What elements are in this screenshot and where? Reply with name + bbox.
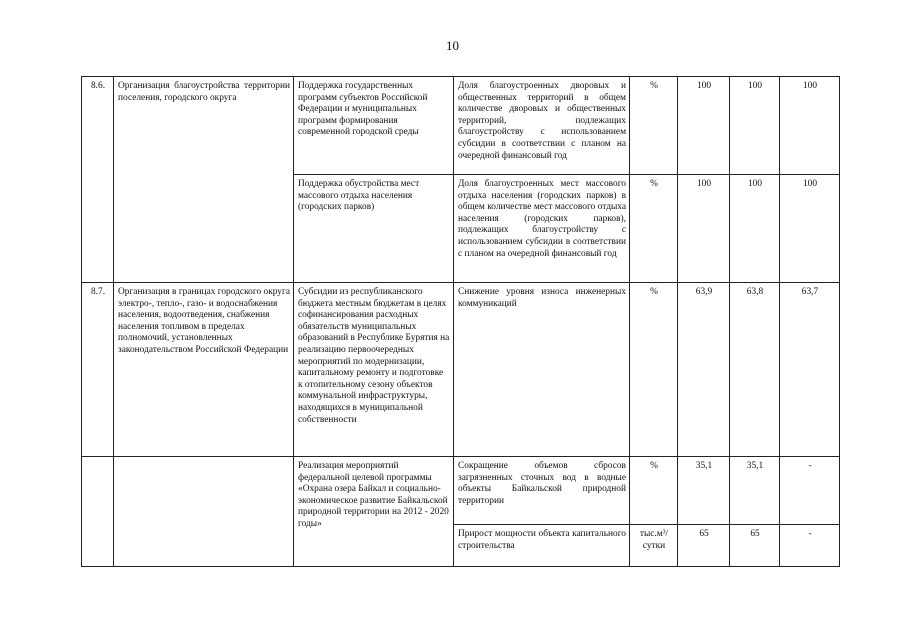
task-cell [114, 457, 294, 567]
row-number: 8.6. [82, 77, 114, 283]
indicator-cell: Снижение уровня износа инженерных коммуникаций [454, 283, 630, 457]
value-cell-2: 100 [730, 77, 780, 175]
value-cell-1: 65 [678, 525, 730, 567]
row-number [82, 457, 114, 567]
program-cell: Субсидии из республиканского бюджета местным бюджетам в целях софинансирования расходных обязательств муниципальных образований в Республике Бурятия на реализацию первоочередных мероприятий по модернизации, капитальному ремонту и подготовке к отопительному сезону объектов коммунальной инфраструктуры, находящихся в муниципальной собственности [294, 283, 454, 457]
value-cell-2: 65 [730, 525, 780, 567]
indicator-cell: Прирост мощности объекта капитального строительства [454, 525, 630, 567]
task-cell: Организация в границах городского округа электро-, тепло-, газо- и водоснабжения населения, водоотведения, снабжения населения топливом в пределах полномочий, установленных законодательством Российской Федерации [114, 283, 294, 457]
page-number: 10 [446, 38, 459, 53]
value-cell-1: 63,9 [678, 283, 730, 457]
unit-cell: тыс.м³/сутки [630, 525, 678, 567]
unit-cell: % [630, 77, 678, 175]
unit-cell: % [630, 175, 678, 283]
value-cell-2: 63,8 [730, 283, 780, 457]
value-cell-2: 100 [730, 175, 780, 283]
indicator-cell: Сокращение объемов сбросов загрязненных сточных вод в водные объекты Байкальской природной территории [454, 457, 630, 525]
value-cell-3: - [780, 457, 840, 525]
value-cell-1: 100 [678, 77, 730, 175]
unit-cell: % [630, 457, 678, 525]
value-cell-1: 100 [678, 175, 730, 283]
value-cell-3: 63,7 [780, 283, 840, 457]
table-row [82, 457, 840, 525]
row-number: 8.7. [82, 283, 114, 457]
program-cell: Поддержка государственных программ субъектов Российской Федерации и муниципальных программ формирования современной городской среды [294, 77, 454, 175]
unit-cell: % [630, 283, 678, 457]
value-cell-3: 100 [780, 175, 840, 283]
table-row [82, 283, 840, 457]
table-row [82, 77, 840, 175]
task-cell: Организация благоустройства территории поселения, городского округа [114, 77, 294, 283]
value-cell-3: - [780, 525, 840, 567]
value-cell-3: 100 [780, 77, 840, 175]
program-cell: Реализация мероприятий федеральной целевой программы «Охрана озера Байкал и социально-экономическое развитие Байкальской природной территории на 2012 - 2020 годы» [294, 457, 454, 567]
value-cell-2: 35,1 [730, 457, 780, 525]
indicator-cell: Доля благоустроенных дворовых и общественных территорий в общем количестве дворовых и общественных территорий, подлежащих благоустройству с использованием субсидии в соответствии с планом на очередной финансовый год [454, 77, 630, 175]
value-cell-1: 35,1 [678, 457, 730, 525]
targets-table [81, 76, 840, 567]
indicator-cell: Доля благоустроенных мест массового отдыха населения (городских парков) в общем количестве мест массового отдыха населения (городских парков), подлежащих благоустройству с использованием субсидии в соответствии с планом на очередной финансовый год [454, 175, 630, 283]
program-cell: Поддержка обустройства мест массового отдыха населения (городских парков) [294, 175, 454, 283]
